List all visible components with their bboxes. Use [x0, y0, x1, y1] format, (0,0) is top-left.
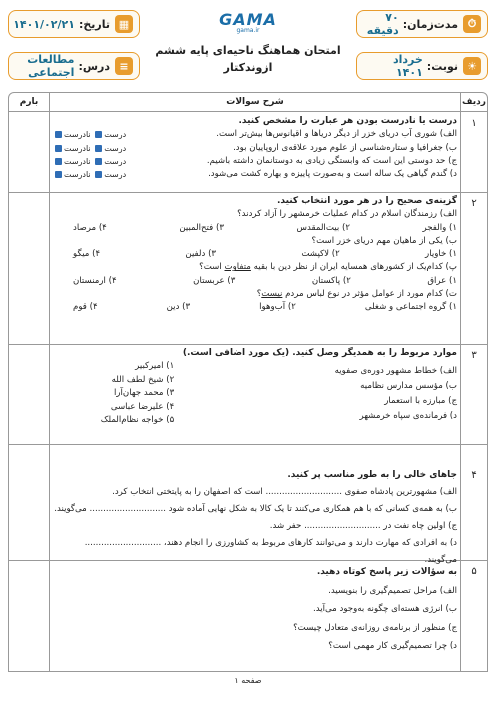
date-box: [8, 10, 140, 38]
col-row-header: ردیف: [460, 93, 487, 111]
question-title: موارد مربوط را به همدیگر وصل کنید. (یک مورد اضافی است.): [182, 348, 457, 358]
logo-subtext: gama.ir: [236, 27, 260, 34]
turn-box: [356, 52, 488, 80]
books-icon: ≡: [115, 57, 133, 75]
exam-title-line1: امتحان هماهنگ ناحیه‌ای پایه ششم: [155, 44, 341, 57]
fill-blank-item: الف) مشهورترین پادشاه صفوی ............................ است که اصفهان را به پایتختی انتخاب کرد.: [112, 487, 457, 497]
mcq-option[interactable]: ۳) فتح‌المبین: [179, 222, 224, 233]
duration-label: مدت‌زمان:: [402, 17, 458, 31]
exam-header: [8, 8, 488, 84]
mcq-option[interactable]: ۳) دین: [166, 302, 191, 313]
date-value: ۱۴۰۱/۰۲/۲۱: [13, 17, 75, 31]
mcq-options: [53, 301, 457, 314]
mcq-option[interactable]: ۱) گروه اجتماعی و شغلی: [364, 302, 457, 313]
question-title: گزینه‌ی صحیح را در هر مورد انتخاب کنید.: [276, 196, 457, 206]
matching-columns: [53, 360, 457, 428]
subject-box: [8, 52, 140, 80]
tf-item: د) گندم گیاهی یک ساله است و به‌صورت پاییزه و بهاره کشت می‌شود. درست نادرست: [53, 168, 457, 181]
mcq-option[interactable]: ۳) عربستان: [193, 275, 236, 286]
duration-value: ۷۰ دقیقه: [366, 11, 399, 37]
match-left-item: ۳) محمد جهان‌آرا: [113, 388, 175, 399]
subject-value: مطالعات اجتماعی: [27, 53, 75, 79]
question-title: به سؤالات زیر پاسخ کوتاه دهید.: [316, 567, 457, 577]
exam-title: [148, 42, 348, 76]
exam-title-line2: ازوندکتار: [223, 61, 273, 74]
mcq-option[interactable]: ۴) میگو: [73, 249, 101, 260]
question-2: [9, 192, 487, 345]
turn-label: نوبت:: [426, 59, 458, 73]
mcq-stem: پ) کدام‌یک از کشورهای همسایه ایران از نظر دین با بقیه متفاوت است؟: [199, 262, 457, 273]
match-left-item: ۴) علیرضا عباسی: [110, 401, 175, 412]
questions-table: [8, 112, 488, 672]
gama-logo: [196, 10, 300, 32]
mcq-options: [53, 275, 457, 288]
fill-blank-item: ب) به همه‌ی کسانی که با هم همکاری می‌کنند تا یک کالا به شکل نهایی آماده شود ............................ می‌گویند.: [54, 504, 457, 514]
tf-item: ب) جغرافیا و ستاره‌شناسی از علوم مورد علاقه‌ی اروپاییان بود. درست نادرست: [53, 142, 457, 155]
mcq-option[interactable]: ۲) بیت‌المقدس: [296, 222, 350, 233]
false-checkbox[interactable]: [55, 131, 62, 138]
mcq-stem: ت) کدام مورد از عوامل مؤثر در نوع لباس مردم نیست؟: [256, 289, 457, 300]
mcq-option[interactable]: ۴) مرصاد: [73, 222, 107, 233]
turn-value: خرداد ۱۴۰۱: [392, 53, 423, 79]
match-right-item: الف) خطاط مشهور دوره‌ی صفویه: [334, 366, 457, 377]
match-right-item: ج) مبارزه با استعمار: [384, 396, 457, 407]
question-title: درست یا نادرست بودن هر عبارت را مشخص کنید.: [238, 116, 457, 126]
question-title: جاهای خالی را به طور مناسب پر کنید.: [287, 470, 457, 480]
mcq-option[interactable]: ۳) دلفین: [185, 249, 217, 260]
mcq-option[interactable]: ۱) والفجر: [422, 222, 457, 233]
table-header: [8, 92, 488, 112]
question-1: [9, 112, 487, 193]
mcq-stem: الف) رزمندگان اسلام در کدام عملیات خرمشهر را آزاد کردند؟: [237, 209, 457, 220]
calendar-icon: ▦: [115, 15, 133, 33]
clock-icon: ⏱: [463, 15, 481, 33]
question-5: [9, 560, 487, 670]
col-score-header: بارم: [19, 97, 39, 107]
short-answer-item: د) چرا تصمیم‌گیری کار مهمی است؟: [328, 641, 457, 651]
question-number: ۵: [471, 566, 477, 577]
tf-item-text: د) گندم گیاهی یک ساله است و به‌صورت پاییزه و بهاره کشت می‌شود.: [208, 169, 457, 180]
tf-item-text: ب) جغرافیا و ستاره‌شناسی از علوم مورد علاقه‌ی اروپاییان بود.: [233, 142, 457, 153]
date-label: تاریخ:: [78, 17, 110, 31]
fill-blank-item: د) به افرادی که مهارت دارند و می‌توانند کارهای مربوط به کشاورزی را انجام دهند، ............................ می‌گویند.: [84, 538, 457, 565]
false-checkbox[interactable]: [55, 158, 62, 165]
match-right-item: ب) مؤسس مدارس نظامیه: [360, 381, 457, 392]
question-number: ۱: [471, 118, 477, 129]
short-answer-item: ب) انرژی هسته‌ای چگونه به‌وجود می‌آید.: [312, 604, 457, 614]
false-checkbox[interactable]: [55, 171, 62, 178]
exam-page: [8, 8, 488, 694]
mcq-option[interactable]: ۴) قوم: [73, 302, 98, 313]
mcq-option[interactable]: ۲) پاکستان: [311, 275, 351, 286]
fill-blank-item: ج) اولین چاه نفت در ............................ حفر شد.: [269, 521, 457, 531]
tf-item-text: الف) شوری آب دریای خزر از دیگر دریاها و اقیانوس‌ها بیش‌تر است.: [216, 129, 457, 140]
short-answer-item: ج) منظور از برنامه‌ی روزانه‌ی متعادل چیست؟: [293, 622, 457, 633]
match-left-item: ۱) امیرکبیر: [135, 361, 175, 372]
mcq-option[interactable]: ۴) ارمنستان: [73, 275, 117, 286]
sun-icon: ☀: [463, 57, 481, 75]
mcq-option[interactable]: ۱) عراق: [427, 275, 457, 286]
question-number: ۳: [471, 350, 477, 361]
tf-item: ج) حد دوستی این است که وابستگی زیادی به دوستانمان داشته باشیم. درست نادرست: [53, 155, 457, 168]
tf-item-text: ج) حد دوستی این است که وابستگی زیادی به دوستانمان داشته باشیم.: [206, 155, 457, 166]
true-checkbox[interactable]: [95, 171, 102, 178]
subject-label: درس:: [78, 59, 110, 73]
mcq-option[interactable]: ۲) لاکپشت: [301, 249, 340, 260]
short-answer-item: الف) مراحل تصمیم‌گیری را بنویسید.: [328, 585, 457, 596]
duration-box: [356, 10, 488, 38]
mcq-options: [53, 248, 457, 261]
false-checkbox[interactable]: [55, 145, 62, 152]
true-checkbox[interactable]: [95, 131, 102, 138]
match-right-item: د) فرمانده‌ی سپاه خرمشهر: [359, 411, 457, 422]
question-number: ۴: [471, 470, 477, 481]
question-number: ۲: [471, 198, 477, 209]
match-left-item: ۲) شیخ لطف الله: [111, 374, 175, 385]
page-number: صفحه ۱: [234, 676, 262, 685]
match-left-item: ۵) خواجه نظام‌الملک: [100, 415, 175, 426]
true-checkbox[interactable]: [95, 145, 102, 152]
tf-item: الف) شوری آب دریای خزر از دیگر دریاها و اقیانوس‌ها بیش‌تر است. درست نادرست: [53, 128, 457, 141]
mcq-stem: ب) یکی از ماهیان مهم دریای خزر است؟: [311, 235, 457, 246]
question-4: [9, 464, 487, 565]
mcq-option[interactable]: ۲) آب‌وهوا: [259, 302, 296, 313]
mcq-options: [53, 222, 457, 235]
question-3: [9, 344, 487, 445]
mcq-option[interactable]: ۱) خاویار: [425, 249, 457, 260]
col-desc-header: شرح سوالات: [49, 93, 460, 111]
true-checkbox[interactable]: [95, 158, 102, 165]
logo-text: GAMA: [219, 10, 277, 29]
